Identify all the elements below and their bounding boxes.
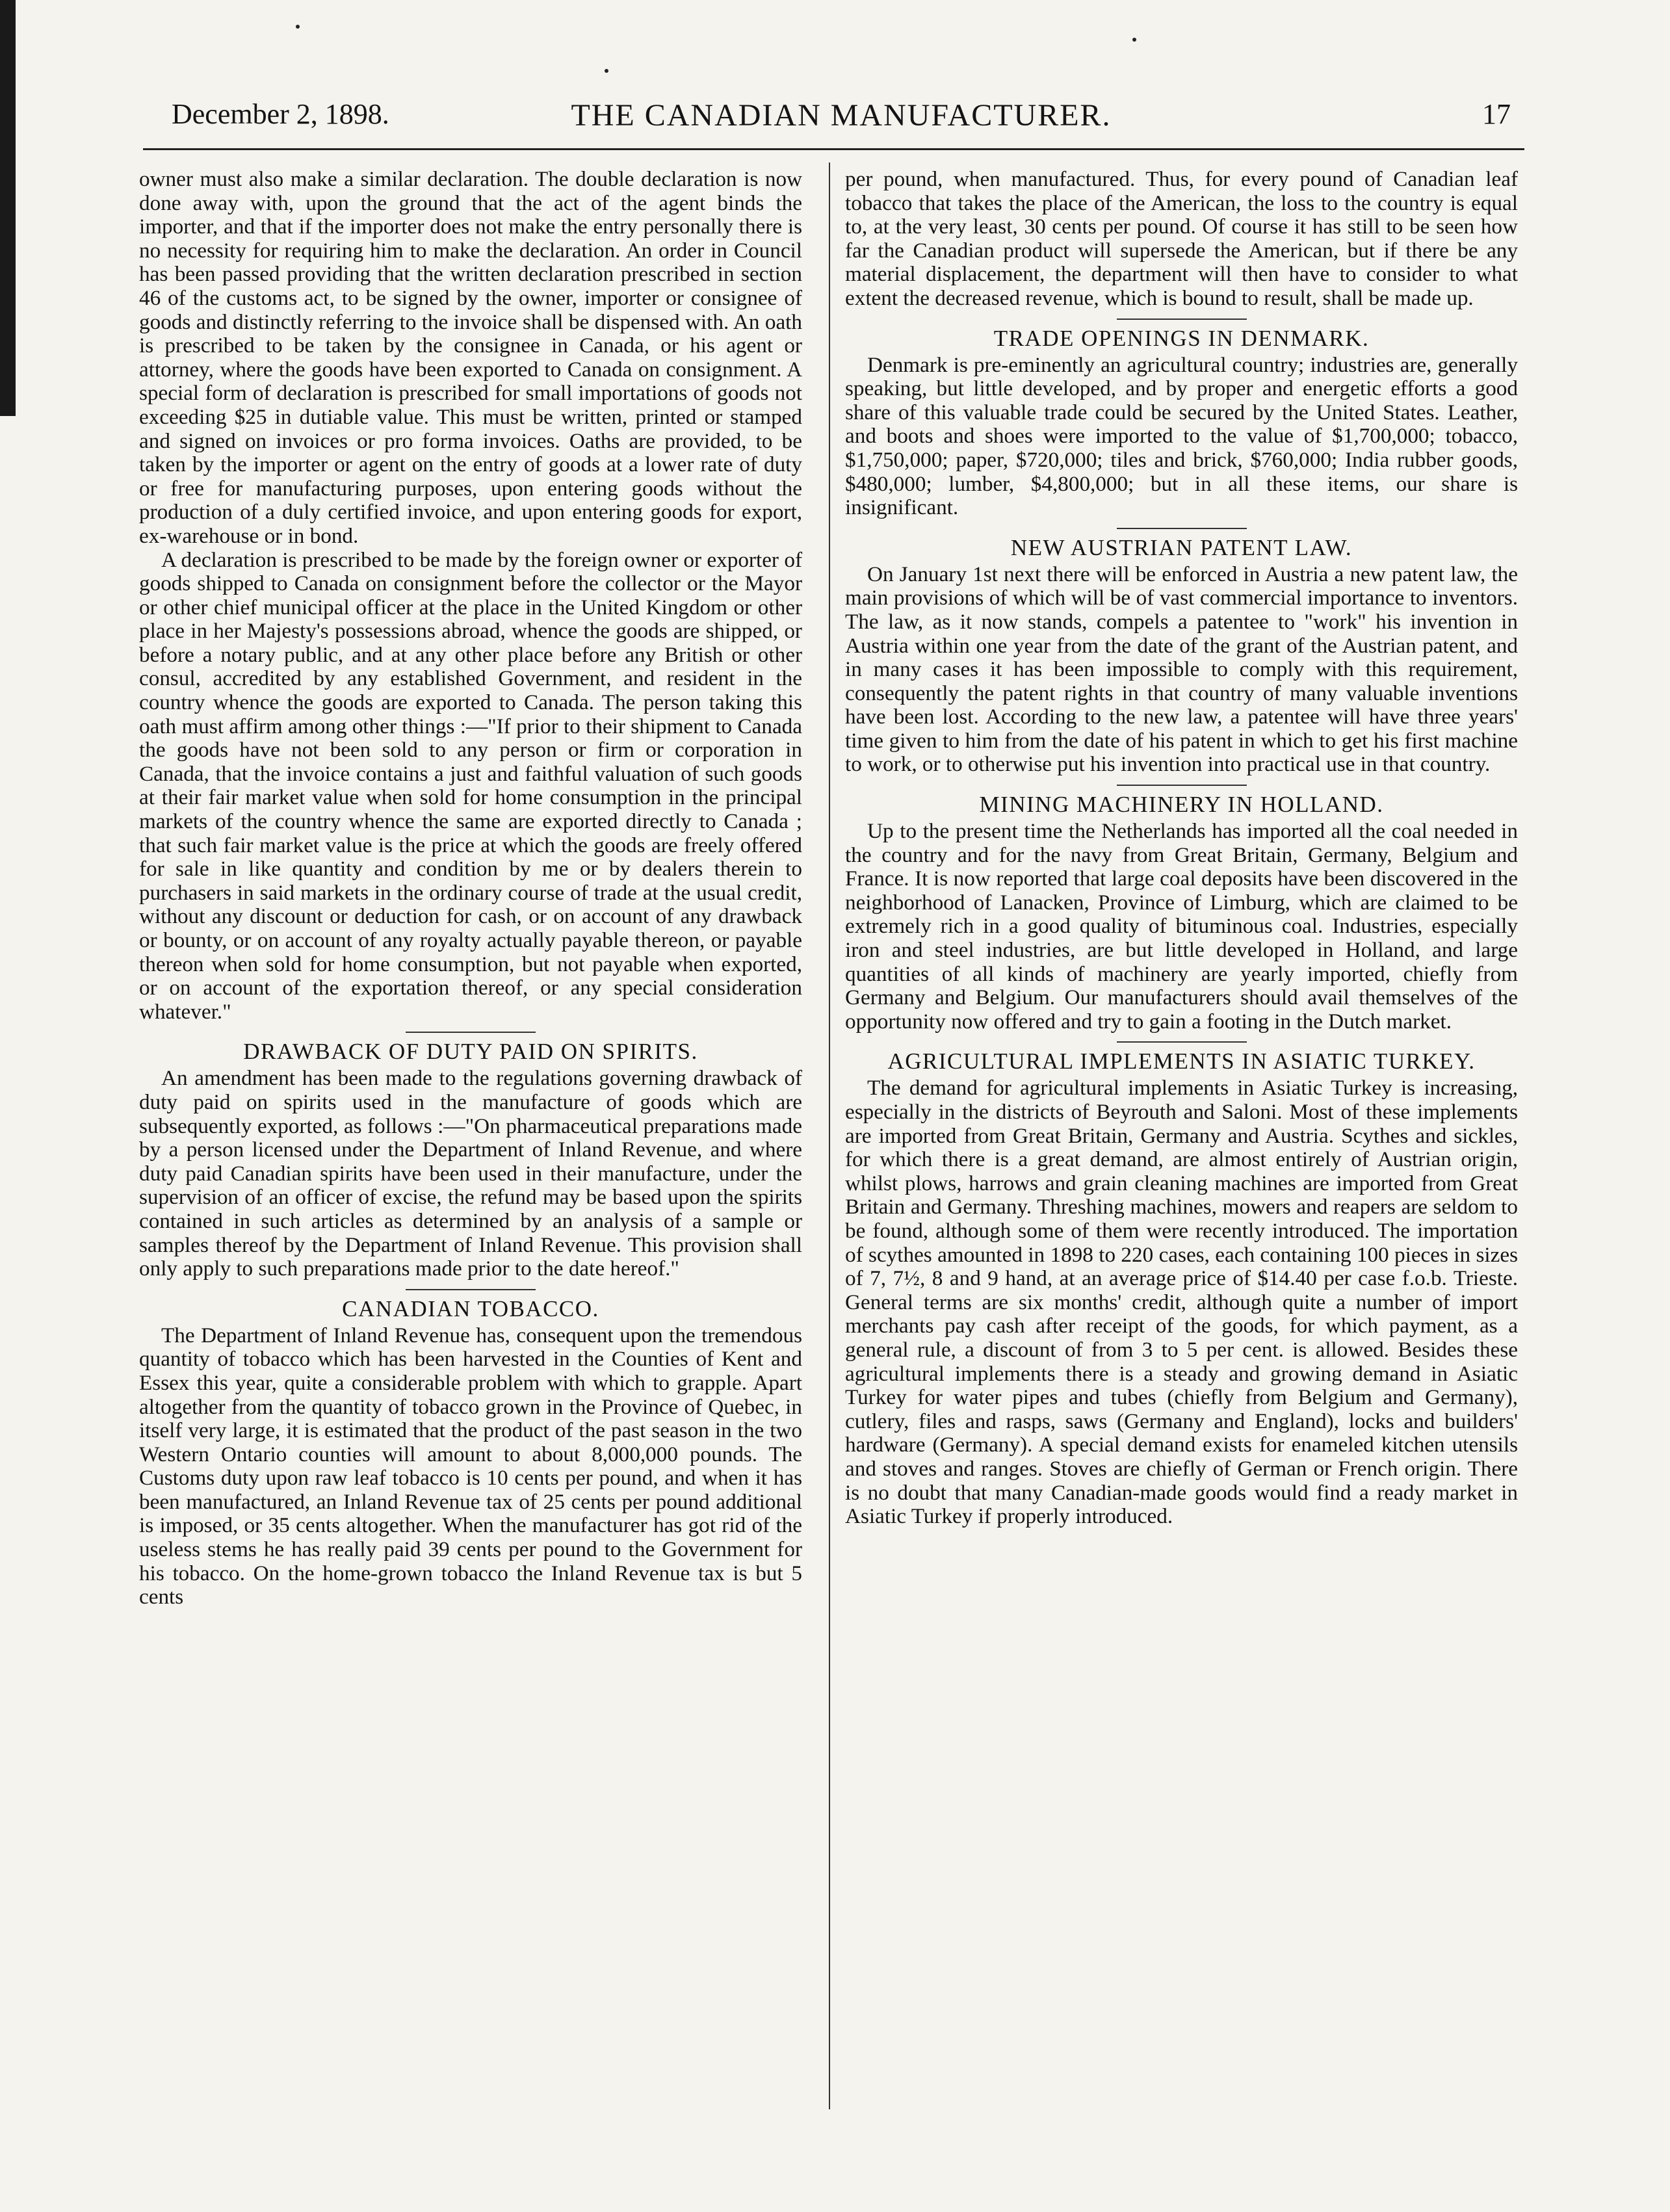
article-heading: TRADE OPENINGS IN DENMARK.	[993, 325, 1370, 351]
article-heading: AGRICULTURAL IMPLEMENTS IN ASIATIC TURKEY.	[887, 1048, 1476, 1074]
article-heading: DRAWBACK OF DUTY PAID ON SPIRITS.	[243, 1039, 698, 1065]
section-divider	[1117, 785, 1247, 786]
paragraph: On January 1st next there will be enforced in Austria a new patent law, the main provisions of which will be of vast commercial importance to inventors. The law, as it now stands, compels a patentee to "work" his invention in Austria within one year from the date of the grant of the Austrian patent, and in many cases it has been impossible to comply with this requirement, consequently the patent rights in that country of many valuable inventions have been lost. According to the new law, a patentee will have three years' time given to him from the date of his patent in which to get his first machine to work, or to otherwise put his invention into practical use in that country.	[845, 562, 1518, 777]
header-rule	[143, 148, 1524, 150]
section-divider	[406, 1289, 536, 1290]
paragraph: Denmark is pre-eminently an agricultural country; industries are, generally speaking, but little developed, and by proper and energetic efforts a good share of this valuable trade could be secured by the United States. Leather, and boots and shoes were imported to the value of $1,700,000; tobacco, $1,750,000; paper, $720,000; tiles and brick, $760,000; India rubber goods, $480,000; lumber, $4,800,000; but in all these items, our share is insignificant.	[845, 352, 1518, 520]
article-heading: MINING MACHINERY IN HOLLAND.	[979, 792, 1384, 818]
paragraph: owner must also make a similar declaration. The double declaration is now done away with, upon the ground that the act of the agent binds the importer, and that if the importer does not make the entry personally there is no necessity for requiring him to make the declaration. An order in Council has been passed providing that the written declaration prescribed in section 46 of the customs act, to be signed by the owner, importer or consignee of goods and distinctly referring to the invoice shall be dispensed with. An oath is prescribed to be taken by the consignee in Canada, or his agent or attorney, where the goods have been exported to Canada on consignment. A special form of declaration is prescribed for small importations of goods not exceeding $25 in dutiable value. This must be written, printed or stamped and signed on invoices or pro forma invoices. Oaths are provided, to be taken by the importer or agent on the entry of goods at a lower rate of duty or free for manufacturing purposes, upon entering goods without the production of a duly certified invoice, and upon entering goods for export, ex-warehouse or in bond.	[139, 167, 802, 548]
paragraph: An amendment has been made to the regulations governing drawback of duty paid on spirits used in the manufacture of goods which are subsequently exported, as follows :—"On pharmaceutical preparations made by a person licensed under the Department of Inland Revenue, and where duty paid Canadian spirits have been used in their manufacture, under the supervision of an officer of excise, the refund may be based upon the spirits contained in such articles as determined by an analysis of a sample or samples thereof by the Department of Inland Revenue. This provision shall only apply to such preparations made prior to the date hereof."	[139, 1066, 802, 1281]
publication-title: THE CANADIAN MANUFACTURER.	[571, 98, 1112, 133]
paragraph: A declaration is prescribed to be made by the foreign owner or exporter of goods shipped to Canada on consignment before the collector or the Mayor or other chief municipal officer at the place in the United Kingdom or other place in her Majesty's possessions abroad, whence the goods are shipped, or before a notary public, and at any other place before any British or other consul, accredited by any established Government, and resident in the country whence the goods are exported to Canada. The person taking this oath must affirm among other things :—"If prior to their shipment to Canada the goods have not been sold to any person or firm or corporation in Canada, that the invoice contains a just and faithful valuation of such goods at their fair market value when sold for home consumption in the principal markets of the country whence the same are exported directly to Canada ; that such fair market value is the price at which the goods are freely offered for sale in like quantity and condition by me or by dealers therein to purchasers in said markets in the ordinary course of trade at the usual credit, without any discount or deduction for cash, or on account of any drawback or bounty, or on account of any royalty actually payable thereon, or payable thereon when sold for home consumption, but not payable when exported, or on account of the exportation thereof, or any special consideration whatever."	[139, 547, 802, 1024]
scan-speck	[296, 25, 300, 29]
paragraph: The Department of Inland Revenue has, consequent upon the tremendous quantity of tobacco which has been harvested in the Counties of Kent and Essex this year, quite a considerable problem with which to grapple. Apart altogether from the quantity of tobacco grown in the Province of Quebec, in itself very large, it is estimated that the product of the past season in the two Western Ontario counties will amount to about 8,000,000 pounds. The Customs duty upon raw leaf tobacco is 10 cents per pound, and when it has been manufactured, an Inland Revenue tax of 25 cents per pound additional is imposed, or 35 cents altogether. When the manufacturer has got rid of the useless stems he has really paid 39 cents per pound to the Government for his tobacco. On the home-grown tobacco the Inland Revenue tax is but 5 cents	[139, 1323, 802, 1609]
section-divider	[1117, 319, 1247, 320]
article-heading: CANADIAN TOBACCO.	[342, 1295, 599, 1321]
scan-edge-shadow	[0, 0, 16, 416]
issue-date: December 2, 1898.	[172, 98, 389, 130]
column-divider	[829, 163, 830, 2109]
paragraph: Up to the present time the Netherlands has imported all the coal needed in the country and for the navy from Great Britain, Germany, Belgium and France. It is now reported that large coal deposits have been discovered in the neighborhood of Lanacken, Province of Limburg, which are claimed to be extremely rich in a good quality of bituminous coal. Industries, especially iron and steel industries, are but little developed in Holland, and large quantities of all kinds of machinery are yearly imported, chiefly from Germany and Belgium. Our manufacturers should avail themselves of the opportunity now offered and try to gain a footing in the Dutch market.	[845, 819, 1518, 1034]
page-number: 17	[1482, 98, 1511, 130]
page-header	[172, 98, 1511, 143]
scan-speck	[605, 69, 608, 73]
right-column	[845, 168, 1518, 1529]
section-divider	[1117, 528, 1247, 529]
section-divider	[1117, 1041, 1247, 1043]
paragraph: The demand for agricultural implements in Asiatic Turkey is increasing, especially in the districts of Beyrouth and Saloni. Most of these implements are imported from Great Britain, Germany and Austria. Scythes and sickles, for which there is a great demand, are almost entirely of Austrian origin, whilst plows, harrows and grain cleaning machines are imported from Great Britain and Germany. Threshing machines, mowers and reapers are seldom to be found, although some of them were recently introduced. The importation of scythes amounted in 1898 to 220 cases, each containing 100 pieces in sizes of 7, 7½, 8 and 9 hand, at an average price of $14.40 per case f.o.b. Trieste. General terms are six months' credit, although quite a number of import merchants pay cash after receipt of the goods, for which payment, as a general rule, a discount of from 3 to 5 per cent. is allowed. Besides these agricultural implements there is a steady and growing demand in Asiatic Turkey for water pipes and tubes (chiefly from Belgium and Germany), cutlery, files and rasps, saws (Germany and England), locks and builders' hardware (Germany). A special demand exists for enameled kitchen utensils and stoves and ranges. Stoves are chiefly of German or French origin. There is no doubt that many Canadian-made goods would find a ready market in Asiatic Turkey if properly introduced.	[845, 1076, 1518, 1529]
section-divider	[406, 1032, 536, 1033]
article-heading: NEW AUSTRIAN PATENT LAW.	[1010, 534, 1353, 560]
paragraph: per pound, when manufactured. Thus, for every pound of Canadian leaf tobacco that takes the place of the American, the loss to the country is equal to, at the very least, 30 cents per pound. Of course it has still to be seen how far the Canadian product will supersede the American, but if there be any material displacement, the department will then have to consider to what extent the decreased revenue, which is bound to result, shall be made up.	[845, 167, 1518, 310]
left-column	[139, 168, 802, 1609]
scan-speck	[1132, 38, 1136, 42]
